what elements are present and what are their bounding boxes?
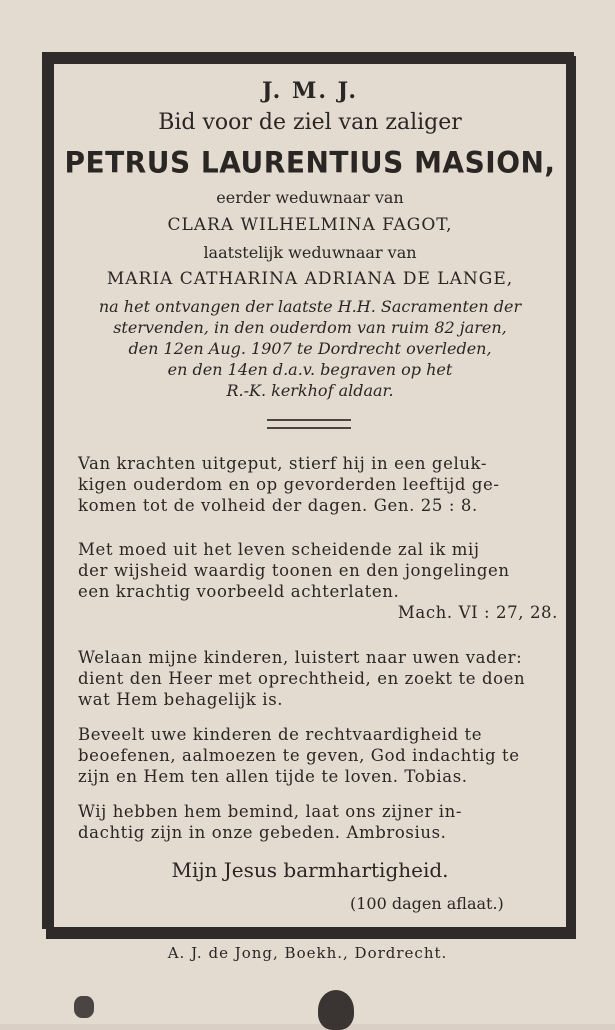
verse-line: dachtig zijn in onze gebeden. Ambrosius. bbox=[78, 823, 447, 842]
deceased-name: PETRUS LAURENTIUS MASION, bbox=[64, 145, 556, 180]
verse-line: Van krachten uitgeput, stierf hij in een geluk- bbox=[78, 454, 488, 473]
verse-line: dient den Heer met oprechtheid, en zoekt te doen bbox=[78, 669, 526, 688]
details-line: R.-K. kerkhof aldaar. bbox=[226, 381, 394, 400]
closing-prayer: Mijn Jesus barmhartigheid. bbox=[171, 858, 449, 882]
details-line: na het ontvangen der laatste H.H. Sacramenten der bbox=[98, 297, 522, 316]
invocation: Bid voor de ziel van zaliger bbox=[158, 110, 462, 135]
verse-line: wat Hem behagelijk is. bbox=[78, 690, 284, 709]
details-line: stervenden, in den ouderdom van ruim 82 jaren, bbox=[113, 318, 507, 337]
card-content bbox=[54, 64, 566, 927]
verse-line: Wij hebben hem bemind, laat ons zijner in- bbox=[78, 802, 463, 821]
ink-stain bbox=[318, 990, 354, 1030]
verse-line: Beveelt uwe kinderen de rechtvaardigheid te bbox=[78, 725, 483, 744]
verse-line: der wijsheid waardig toonen en den jongelingen bbox=[78, 561, 510, 580]
verse-line: een krachtig voorbeeld achterlaten. bbox=[78, 582, 400, 601]
verse-reference: Mach. VI : 27, 28. bbox=[397, 603, 558, 622]
details-line: den 12en Aug. 1907 te Dordrecht overleden, bbox=[128, 339, 492, 358]
spouse-2: MARIA CATHARINA ADRIANA DE LANGE, bbox=[106, 269, 514, 289]
details-line: en den 14en d.a.v. begraven op het bbox=[167, 360, 453, 379]
verse-line: komen tot de volheid der dagen. Gen. 25 : 8. bbox=[78, 496, 478, 515]
verse-line: Met moed uit het leven scheidende zal ik mij bbox=[78, 540, 480, 559]
printer-credit: A. J. de Jong, Boekh., Dordrecht. bbox=[167, 944, 448, 962]
indulgence-note: (100 dagen aflaat.) bbox=[350, 894, 504, 913]
border-top bbox=[42, 52, 574, 64]
spouse-1: CLARA WILHELMINA FAGOT, bbox=[167, 215, 453, 235]
verse-line: zijn en Hem ten allen tijde te loven. Tobias. bbox=[78, 767, 468, 786]
divider-rule bbox=[267, 419, 351, 429]
verse-line: kigen ouderdom en op gevorderden leeftijd ge- bbox=[78, 475, 500, 494]
ink-stain bbox=[74, 996, 94, 1018]
verse-line: Welaan mijne kinderen, luistert naar uwen vader: bbox=[78, 648, 523, 667]
border-bottom bbox=[46, 927, 576, 939]
jmj-heading: J. M. J. bbox=[261, 78, 359, 104]
widower-line-1: eerder weduwnaar van bbox=[216, 188, 404, 207]
border-left bbox=[42, 52, 54, 929]
border-right bbox=[566, 56, 576, 929]
verse-line: beoefenen, aalmoezen te geven, God indachtig te bbox=[78, 746, 520, 765]
widower-line-2: laatstelijk weduwnaar van bbox=[203, 243, 417, 262]
